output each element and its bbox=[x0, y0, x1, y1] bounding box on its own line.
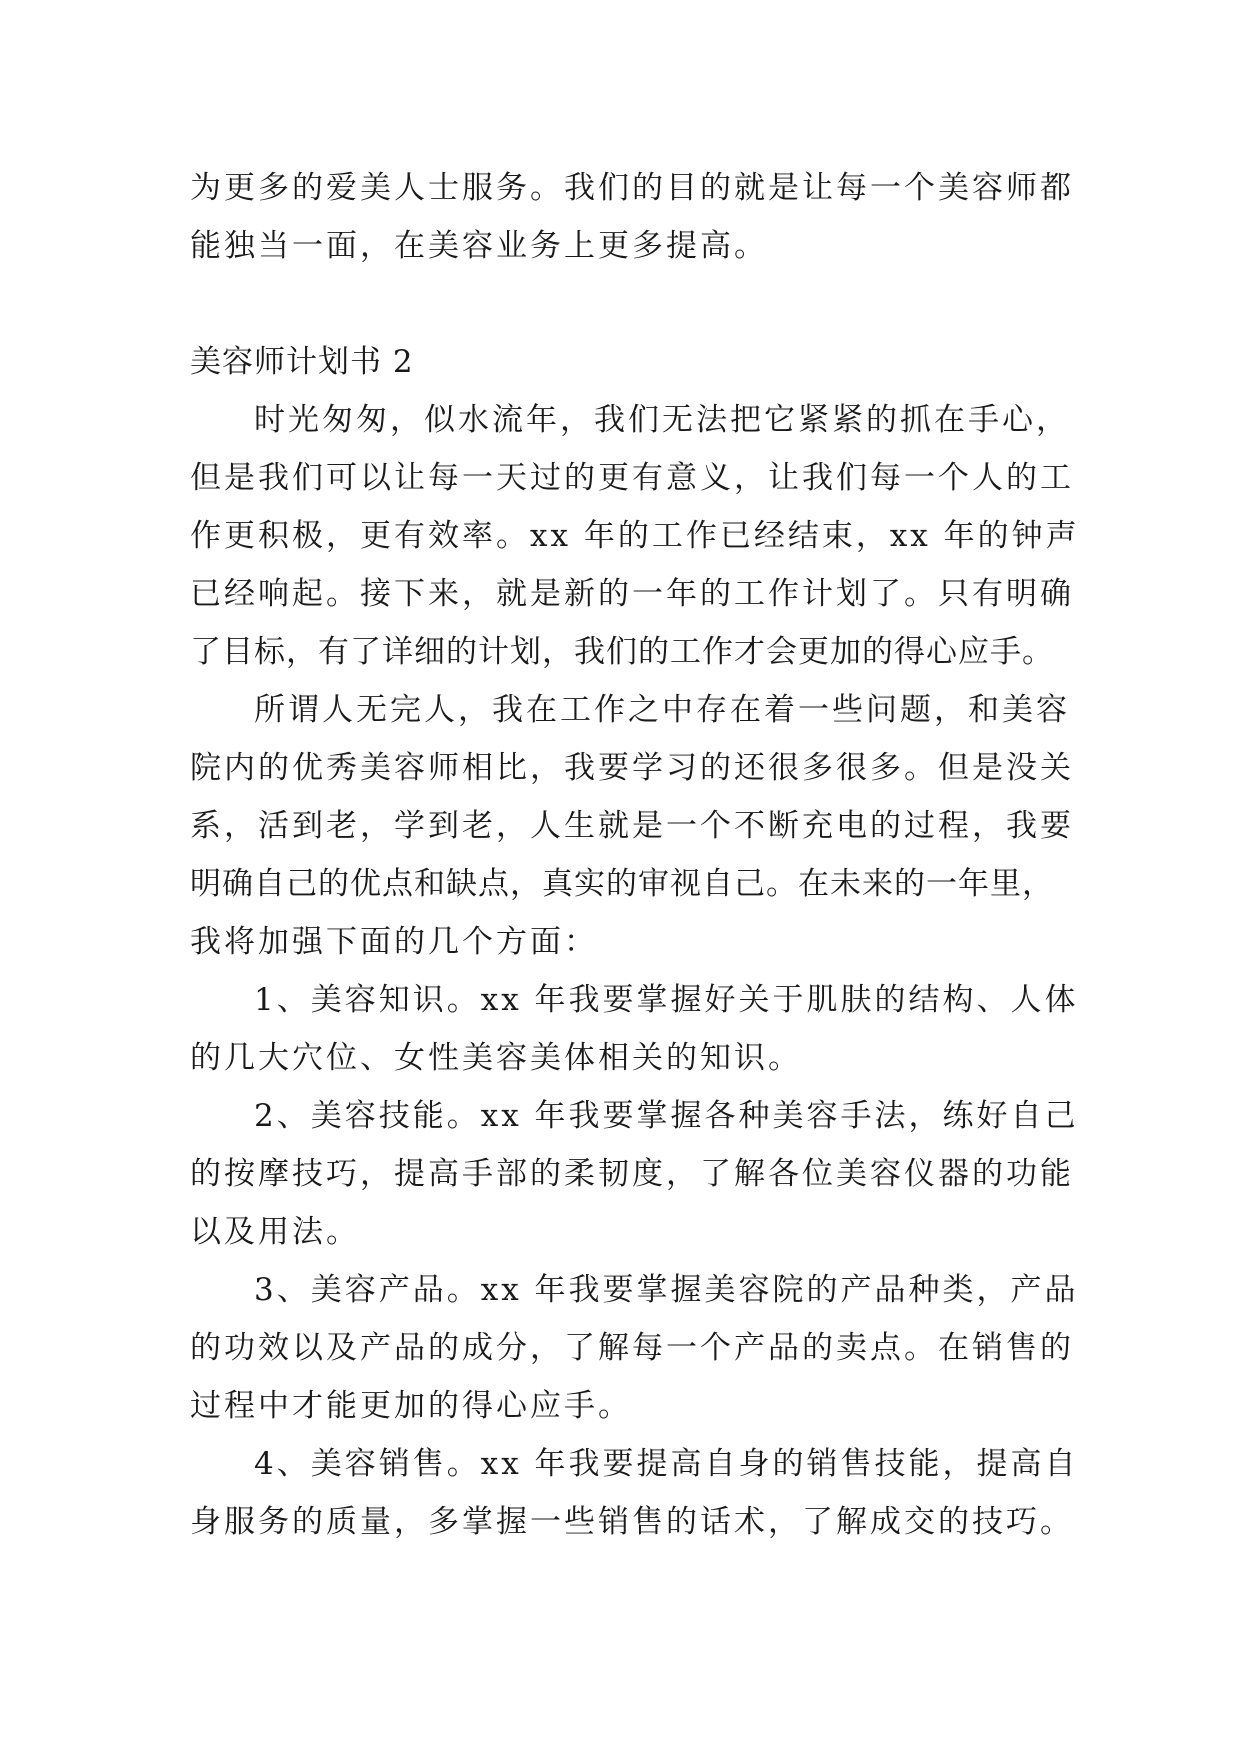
body-line: 院内的优秀美容师相比，我要学习的还很多很多。但是没关 bbox=[190, 750, 1074, 786]
body-line: 明确自己的优点和缺点，真实的审视自己。在未来的一年里， bbox=[190, 866, 1054, 902]
body-line: 的按摩技巧，提高手部的柔韧度，了解各位美容仪器的功能 bbox=[190, 1156, 1074, 1192]
section-heading: 美容师计划书 2 bbox=[190, 344, 414, 380]
body-line: 但是我们可以让每一天过的更有意义，让我们每一个人的工 bbox=[190, 460, 1074, 496]
body-line: 过程中才能更加的得心应手。 bbox=[190, 1388, 632, 1424]
paragraph-first-line: 所谓人无完人，我在工作之中存在着一些问题，和美容 bbox=[254, 692, 1070, 728]
body-line: 身服务的质量，多掌握一些销售的话术，了解成交的技巧。 bbox=[190, 1504, 1074, 1540]
list-item-2: 2、美容技能。xx 年我要掌握各种美容手法，练好自己 bbox=[254, 1098, 1079, 1134]
list-item-1: 1、美容知识。xx 年我要掌握好关于肌肤的结构、人体 bbox=[254, 982, 1079, 1018]
body-line: 已经响起。接下来，就是新的一年的工作计划了。只有明确 bbox=[190, 576, 1074, 612]
body-line: 系，活到老，学到老，人生就是一个不断充电的过程，我要 bbox=[190, 808, 1074, 844]
body-line: 作更积极，更有效率。xx 年的工作已经结束，xx 年的钟声 bbox=[190, 518, 1080, 554]
body-line: 的功效以及产品的成分，了解每一个产品的卖点。在销售的 bbox=[190, 1330, 1074, 1366]
body-line: 的几大穴位、女性美容美体相关的知识。 bbox=[190, 1040, 802, 1076]
body-line: 了目标，有了详细的计划，我们的工作才会更加的得心应手。 bbox=[190, 634, 1054, 670]
paragraph-first-line: 时光匆匆，似水流年，我们无法把它紧紧的抓在手心， bbox=[254, 402, 1070, 438]
body-line: 我将加强下面的几个方面： bbox=[190, 924, 598, 960]
body-line: 以及用法。 bbox=[190, 1214, 360, 1250]
list-item-3: 3、美容产品。xx 年我要掌握美容院的产品种类，产品 bbox=[254, 1272, 1079, 1308]
list-item-4: 4、美容销售。xx 年我要提高自身的销售技能，提高自 bbox=[254, 1446, 1079, 1482]
body-line: 能独当一面，在美容业务上更多提高。 bbox=[190, 228, 768, 264]
body-line: 为更多的爱美人士服务。我们的目的就是让每一个美容师都 bbox=[190, 170, 1074, 206]
